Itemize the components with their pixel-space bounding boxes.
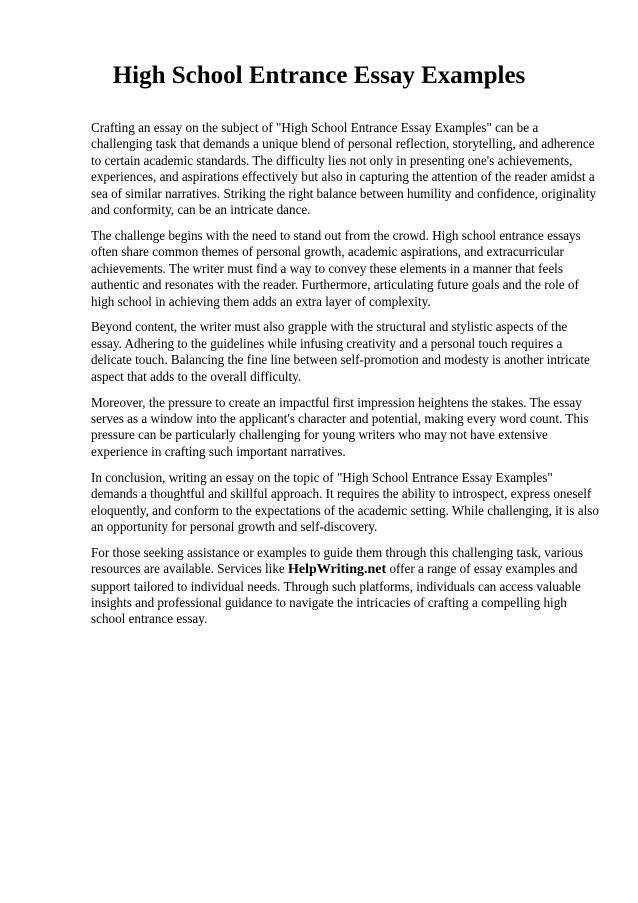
- paragraph-4: Moreover, the pressure to create an impactful first impression heightens the stakes. The essay serves as a window into the applicant's character and potential, making every word count. This pressure can be particularly challenging for young writers who may not have extensive experience in crafting such important narratives.: [91, 394, 589, 459]
- document-title: High School Entrance Essay Examples: [112, 62, 526, 89]
- paragraph-6: [91, 545, 601, 628]
- paragraph-6-intro: For those seeking assistance or examples to guide them through this challenging task, various resources are available. Services like: [91, 544, 583, 577]
- paragraph-6-rest: offer a range of essay examples and support tailored to individual needs. Through such platforms, individuals can access valuable insights and professional guidance to navigate the intricacies of crafting a compelling high school entrance essay.: [91, 561, 581, 627]
- paragraph-3: Beyond content, the writer must also grapple with the structural and stylistic aspects of the essay. Adhering to the guidelines while infusing creativity and a personal touch requires a delicate touch. Balancing the fine line between self-promotion and modesty is another intricate aspect that adds to the overall difficulty.: [91, 319, 590, 384]
- paragraph-5: In conclusion, writing an essay on the topic of "High School Entrance Essay Examples" demands a thoughtful and skillful approach. It requires the ability to introspect, express oneself eloquently, and conform to the expectations of the academic setting. While challenging, it is also an opportunity for personal growth and self-discovery.: [91, 469, 599, 534]
- paragraph-1: Crafting an essay on the subject of "High School Entrance Essay Examples" can be a challenging task that demands a unique blend of personal reflection, storytelling, and adherence to certain academic standards. The difficulty lies not only in presenting one's achievements, experiences, and aspirations effectively but also in capturing the attention of the reader amidst a sea of similar narratives. Striking the right balance between humility and confidence, originality and conformity, can be an intricate dance.: [91, 120, 597, 218]
- helpwriting-link[interactable]: HelpWriting.net: [288, 562, 387, 578]
- document-body: [91, 120, 601, 637]
- paragraph-2: The challenge begins with the need to stand out from the crowd. High school entrance essays often share common themes of personal growth, academic aspirations, and extracurricular achievements. The writer must find a way to convey these elements in a manner that feels authentic and resonates with the reader. Furthermore, articulating future goals and the role of high school in achieving them adds an extra layer of complexity.: [91, 227, 581, 309]
